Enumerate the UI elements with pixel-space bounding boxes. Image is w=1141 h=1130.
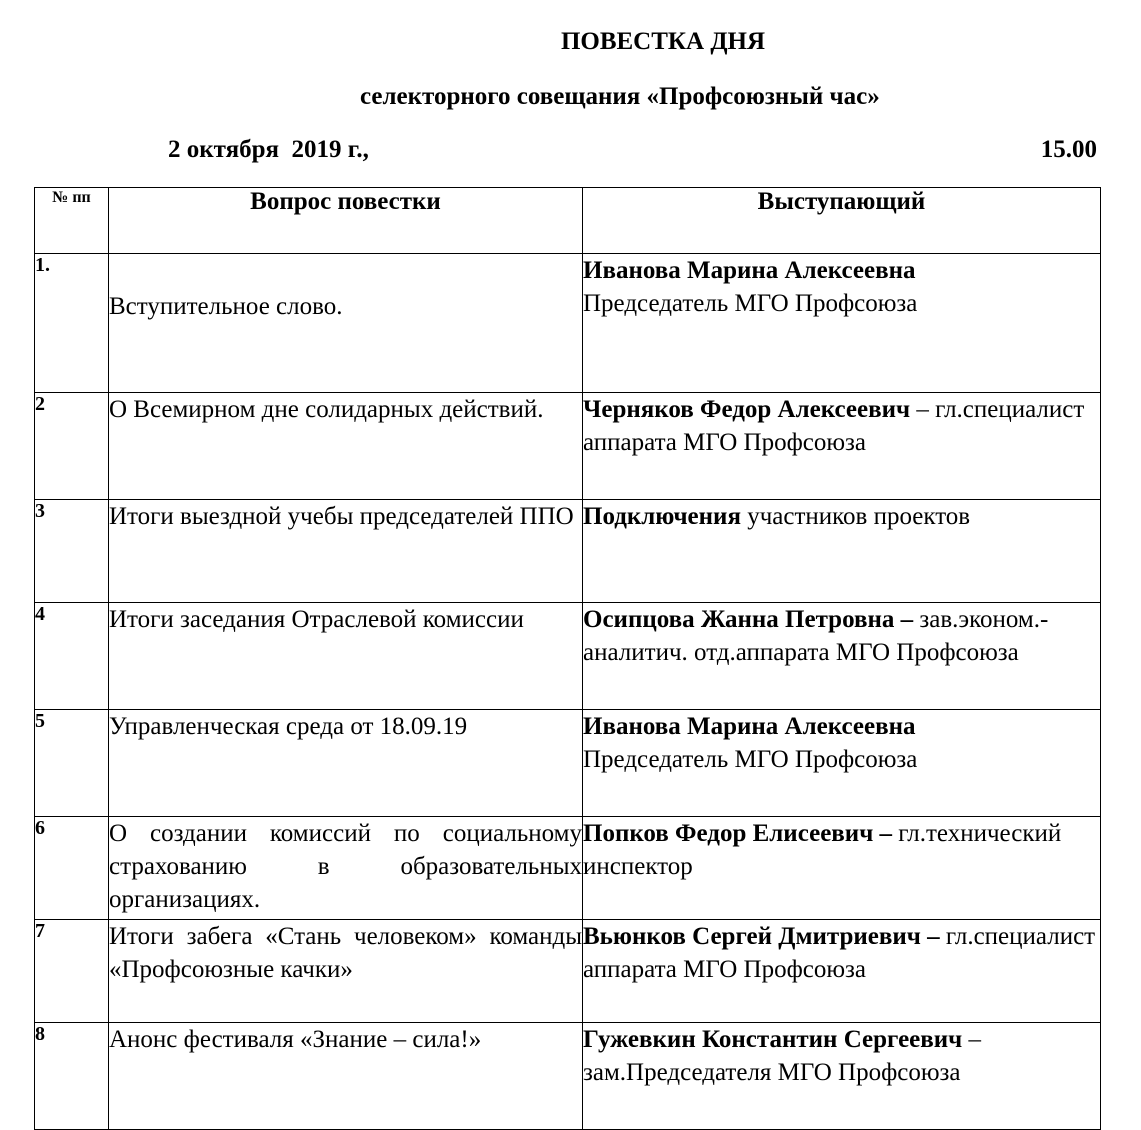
speaker-name: Осипцова Жанна Петровна – xyxy=(583,606,914,633)
speaker-name: Подключения xyxy=(583,503,741,530)
speaker-role: гл.технический инспектор xyxy=(583,820,1062,880)
agenda-question: Итоги забега «Стань человеком» команды «Профсоюзные качки» xyxy=(109,920,583,1023)
column-header-question: Вопрос повестки xyxy=(109,188,583,254)
agenda-question: Итоги заседания Отраслевой комиссии xyxy=(109,603,583,710)
table-row xyxy=(35,920,1101,1023)
speaker-cell xyxy=(583,393,1101,500)
speaker-role: – зам.Председателя МГО Профсоюза xyxy=(583,1026,982,1086)
table-row xyxy=(35,393,1101,500)
row-number: 1. xyxy=(35,254,109,393)
row-number: 6 xyxy=(35,817,109,920)
column-header-number: № пп xyxy=(35,188,109,254)
agenda-question: Вступительное слово. xyxy=(109,254,583,393)
meeting-time: 15.00 xyxy=(1040,136,1097,163)
speaker-name: Попков Федор Елисеевич – xyxy=(583,820,893,847)
speaker-name: Иванова Марина Алексеевна xyxy=(583,713,916,740)
speaker-role: зав.эконом.-аналитич. отд.аппарата МГО Профсоюза xyxy=(583,606,1049,666)
table-row xyxy=(35,710,1101,817)
speaker-role: Председатель МГО Профсоюза xyxy=(583,290,918,317)
speaker-cell xyxy=(583,603,1101,710)
meeting-date: 2 октября 2019 г., xyxy=(168,136,369,163)
speaker-cell xyxy=(583,920,1101,1023)
table-row xyxy=(35,1023,1101,1130)
speaker-name: Гужевкин Константин Сергеевич xyxy=(583,1026,963,1053)
agenda-question: О Всемирном дне солидарных действий. xyxy=(109,393,583,500)
speaker-cell xyxy=(583,710,1101,817)
speaker-name: Вьюнков Сергей Дмитриевич – xyxy=(583,923,940,950)
row-number: 8 xyxy=(35,1023,109,1130)
agenda-question: О создании комиссий по социальному страхованию в образовательных организациях. xyxy=(109,817,583,920)
table-row xyxy=(35,603,1101,710)
speaker-name: Иванова Марина Алексеевна xyxy=(583,257,916,284)
agenda-question: Управленческая среда от 18.09.19 xyxy=(109,710,583,817)
column-header-speaker: Выступающий xyxy=(583,188,1101,254)
row-number: 2 xyxy=(35,393,109,500)
speaker-role: участников проектов xyxy=(740,503,971,530)
table-header-row xyxy=(35,188,1101,254)
speaker-name: Черняков Федор Алексеевич xyxy=(583,396,911,423)
agenda-table xyxy=(34,187,1101,1130)
table-row xyxy=(35,254,1101,393)
agenda-question: Анонс фестиваля «Знание – сила!» xyxy=(109,1023,583,1130)
speaker-cell xyxy=(583,500,1101,603)
row-number: 5 xyxy=(35,710,109,817)
row-number: 4 xyxy=(35,603,109,710)
document-title: ПОВЕСТКА ДНЯ xyxy=(560,28,766,55)
table-row xyxy=(35,500,1101,603)
speaker-cell xyxy=(583,254,1101,393)
row-number: 7 xyxy=(35,920,109,1023)
document-subtitle: селекторного совещания «Профсоюзный час» xyxy=(360,83,880,110)
agenda-question: Итоги выездной учебы председателей ППО xyxy=(109,500,583,603)
speaker-role: – гл.специалист аппарата МГО Профсоюза xyxy=(583,396,1085,456)
table-row xyxy=(35,817,1101,920)
speaker-cell xyxy=(583,817,1101,920)
speaker-role: Председатель МГО Профсоюза xyxy=(583,746,918,773)
row-number: 3 xyxy=(35,500,109,603)
speaker-role: гл.специалист аппарата МГО Профсоюза xyxy=(583,923,1096,983)
speaker-cell xyxy=(583,1023,1101,1130)
